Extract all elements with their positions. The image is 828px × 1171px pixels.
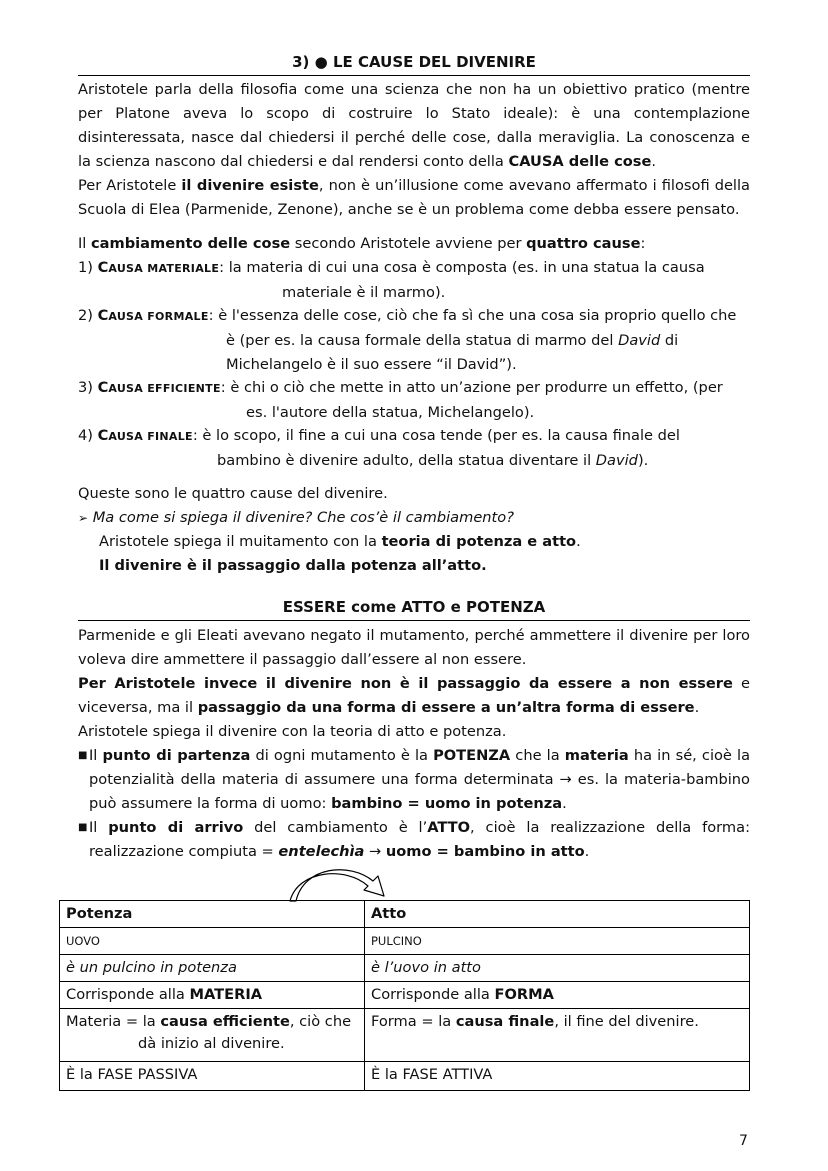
curved-arrow-icon [284,868,394,902]
causes-summary: Queste sono le quattro cause del divenire. [78,485,388,502]
square-bullet-icon: ■ [78,750,88,761]
intro-paragraph-1: Aristotele parla della filosofia come una scienza che non ha un obiettivo pratico (mentre per Platone aveva lo scopo di costruire lo Stato ideale): è una contemplazione disinteressata, nasce dal chiedersi il perché delle cose, dalla meraviglia. La conoscenza e la scienza nascono dal chiedersi e dal rendersi conto della CAUSA delle cose. [78,81,750,170]
becoming-definition: Il divenire è il passaggio dalla potenza all’atto. [99,557,487,574]
table-row: Corrisponde alla MATERIA Corrisponde alla FORMA [60,982,750,1009]
list-item-potenza: ■ Il punto di partenza di ogni mutamento è la POTENZA che la materia ha in sé, cioè la potenzialità della materia di assumere una forma determinata → es. la materia-bambino può assumere la forma di uomo: bambino = uomo in potenza. [78,744,750,816]
cause-material: 1) CAUSA MATERIALE: la materia di cui una cosa è composta (es. in una statua la causa materiale è il marmo). [78,259,705,301]
potenza-atto-table [59,900,750,1091]
question-line: ➢ Ma come si spiega il divenire? Che cos’è il cambiamento? [78,509,514,526]
table-row: Materia = la causa efficiente, ciò che dà inizio al divenire. Forma = la causa finale, il fine del divenire. [60,1009,750,1062]
section-title-essere: ESSERE come ATTO e POTENZA [282,598,546,616]
theory-line: Aristotele spiega il muitamento con la teoria di potenza e atto. [99,533,581,550]
cause-formal: 2) CAUSA FORMALE: è l'essenza delle cose, ciò che fa sì che una cosa sia proprio quello che è (per es. la causa formale della statua di marmo del David di Michelangelo è il suo essere “il David”). [78,307,737,373]
square-bullet-icon: ■ [78,822,88,833]
theory-paragraph: Aristotele spiega il divenire con la teoria di atto e potenza. [78,723,507,740]
section-title-cause [78,52,750,72]
aristotle-paragraph: Per Aristotele invece il divenire non è il passaggio da essere a non essere e viceversa, ma il passaggio da una forma di essere a un’altra forma di essere. [78,675,750,716]
table-row: È la FASE PASSIVA È la FASE ATTIVA [60,1062,750,1091]
list-item-atto: ■ Il punto di arrivo del cambiamento è l’ATTO, cioè la realizzazione della forma: realizzazione compiuta = entelechìa → uomo = bambino in atto. [78,816,750,864]
bullet-icon: ● [314,53,328,71]
page-number: 7 [739,1133,748,1149]
table-row: è un pulcino in potenza è l’uovo in atto [60,955,750,982]
section-title-text: LE CAUSE DEL DIVENIRE [332,53,536,71]
heading-rule [78,75,750,76]
intro-paragraph-2: Per Aristotele il divenire esiste, non è un’illusione come avevano affermato i filosofi della Scuola di Elea (Parmenide, Zenone), anche se è un problema come debba essere pensato. [78,177,750,218]
eleati-paragraph: Parmenide e gli Eleati avevano negato il mutamento, perché ammettere il divenire per loro voleva dire ammettere il passaggio dall’essere al non essere. [78,627,750,668]
table-row: UOVO PULCINO [60,928,750,955]
table-row: Potenza Atto [60,901,750,928]
cause-efficient: 3) CAUSA EFFICIENTE: è chi o ciò che mette in atto un’azione per produrre un effetto, (per es. l'autore della statua, Michelangelo). [78,379,723,421]
arrow-bullet-icon: ➢ [78,511,89,525]
heading-rule-2 [78,620,750,621]
cause-final: 4) CAUSA FINALE: è lo scopo, il fine a cui una cosa tende (per es. la causa finale del bambino è divenire adulto, della statua diventare il David). [78,427,680,469]
causes-intro: Il cambiamento delle cose secondo Aristotele avviene per quattro cause: [78,235,646,252]
section-number: 3) [292,53,310,71]
